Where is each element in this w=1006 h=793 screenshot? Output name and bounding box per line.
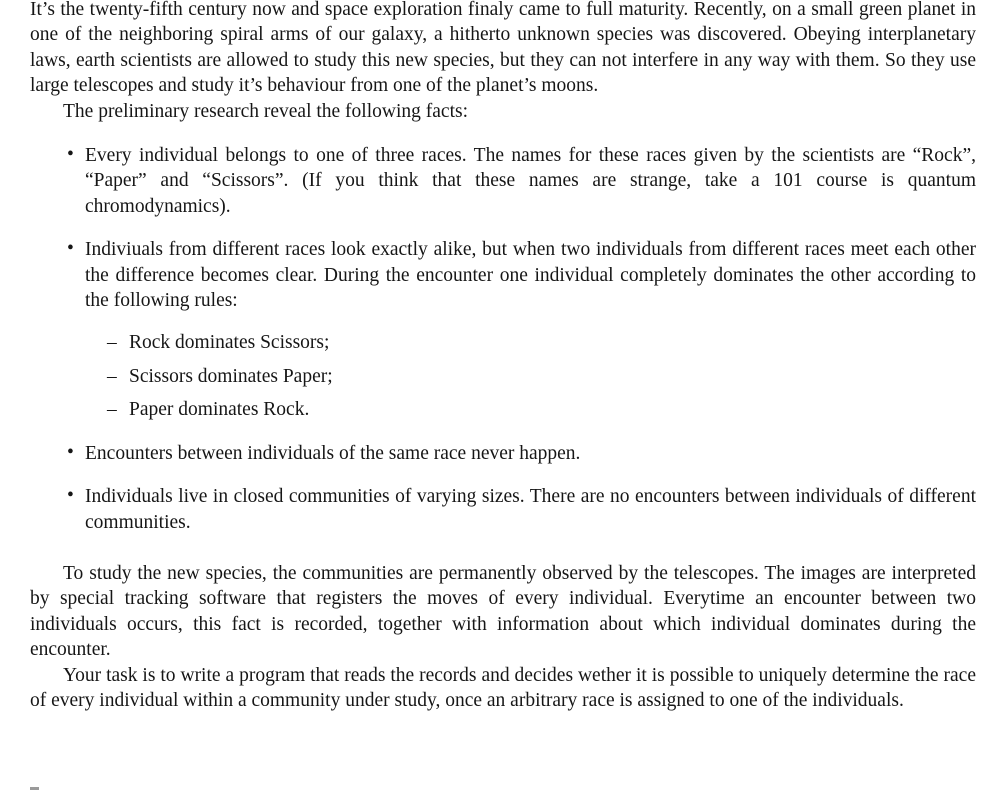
clipped-next-section-fragment xyxy=(30,787,39,790)
observation-paragraph: To study the new species, the communities are permanently observed by the telescopes. The images are interpreted by special tracking software that registers the moves of every individual. Everytime an encounter between two individuals occurs, this fact is recorded, together with information about which individual dominates during the encounter. xyxy=(30,562,976,661)
dash-icon: – xyxy=(107,365,117,387)
domination-rules-list xyxy=(85,330,976,422)
task-paragraph: Your task is to write a program that reads the records and decides wether it is possible to uniquely determine the race of every individual within a community under study, once an arbitrary race is assigned to one of the individuals. xyxy=(30,664,976,711)
intro-paragraph: It’s the twenty-fifth century now and space exploration finaly came to full maturity. Recently, on a small green planet in one of the neighboring spiral arms of our galaxy, a hitherto unknown species was discovered. Obeying interplanetary laws, earth scientists are allowed to study this new species, but they can not interfere in any way with them. So they use large telescopes and study it’s behaviour from one of the planet’s moons. xyxy=(30,0,976,97)
fact-text: Encounters between individuals of the same race never happen. xyxy=(85,442,581,464)
fact-item-communities xyxy=(67,484,976,535)
fact-text: Every individual belongs to one of three races. The names for these races given by the scientists are “Rock”, “Paper” and “Scissors”. (If you think that these names are strange, take a 101 course is quantum chromodynamics). xyxy=(85,145,976,217)
bullet-icon: • xyxy=(67,441,74,463)
rule-item-scissors xyxy=(107,364,976,389)
rule-text: Scissors dominates Paper; xyxy=(129,365,333,387)
bullet-icon: • xyxy=(67,238,74,260)
fact-item-races xyxy=(67,143,976,219)
rule-text: Paper dominates Rock. xyxy=(129,399,310,421)
rule-item-paper xyxy=(107,397,976,422)
fact-item-domination xyxy=(67,237,976,422)
facts-list xyxy=(30,143,976,535)
bullet-icon: • xyxy=(67,144,74,166)
dash-icon: – xyxy=(107,332,117,354)
fact-text: Individuals live in closed communities of varying sizes. There are no encounters between individuals of different communities. xyxy=(85,486,976,533)
bullet-icon: • xyxy=(67,485,74,507)
rule-item-rock xyxy=(107,330,976,355)
dash-icon: – xyxy=(107,399,117,421)
fact-text: Indiviuals from different races look exactly alike, but when two individuals from different races meet each other the difference becomes clear. During the encounter one individual completely dominates the other according to the following rules: xyxy=(85,239,976,312)
facts-intro-paragraph: The preliminary research reveal the following facts: xyxy=(63,100,468,122)
rule-text: Rock dominates Scissors; xyxy=(129,332,330,354)
fact-item-same-race xyxy=(67,441,976,466)
